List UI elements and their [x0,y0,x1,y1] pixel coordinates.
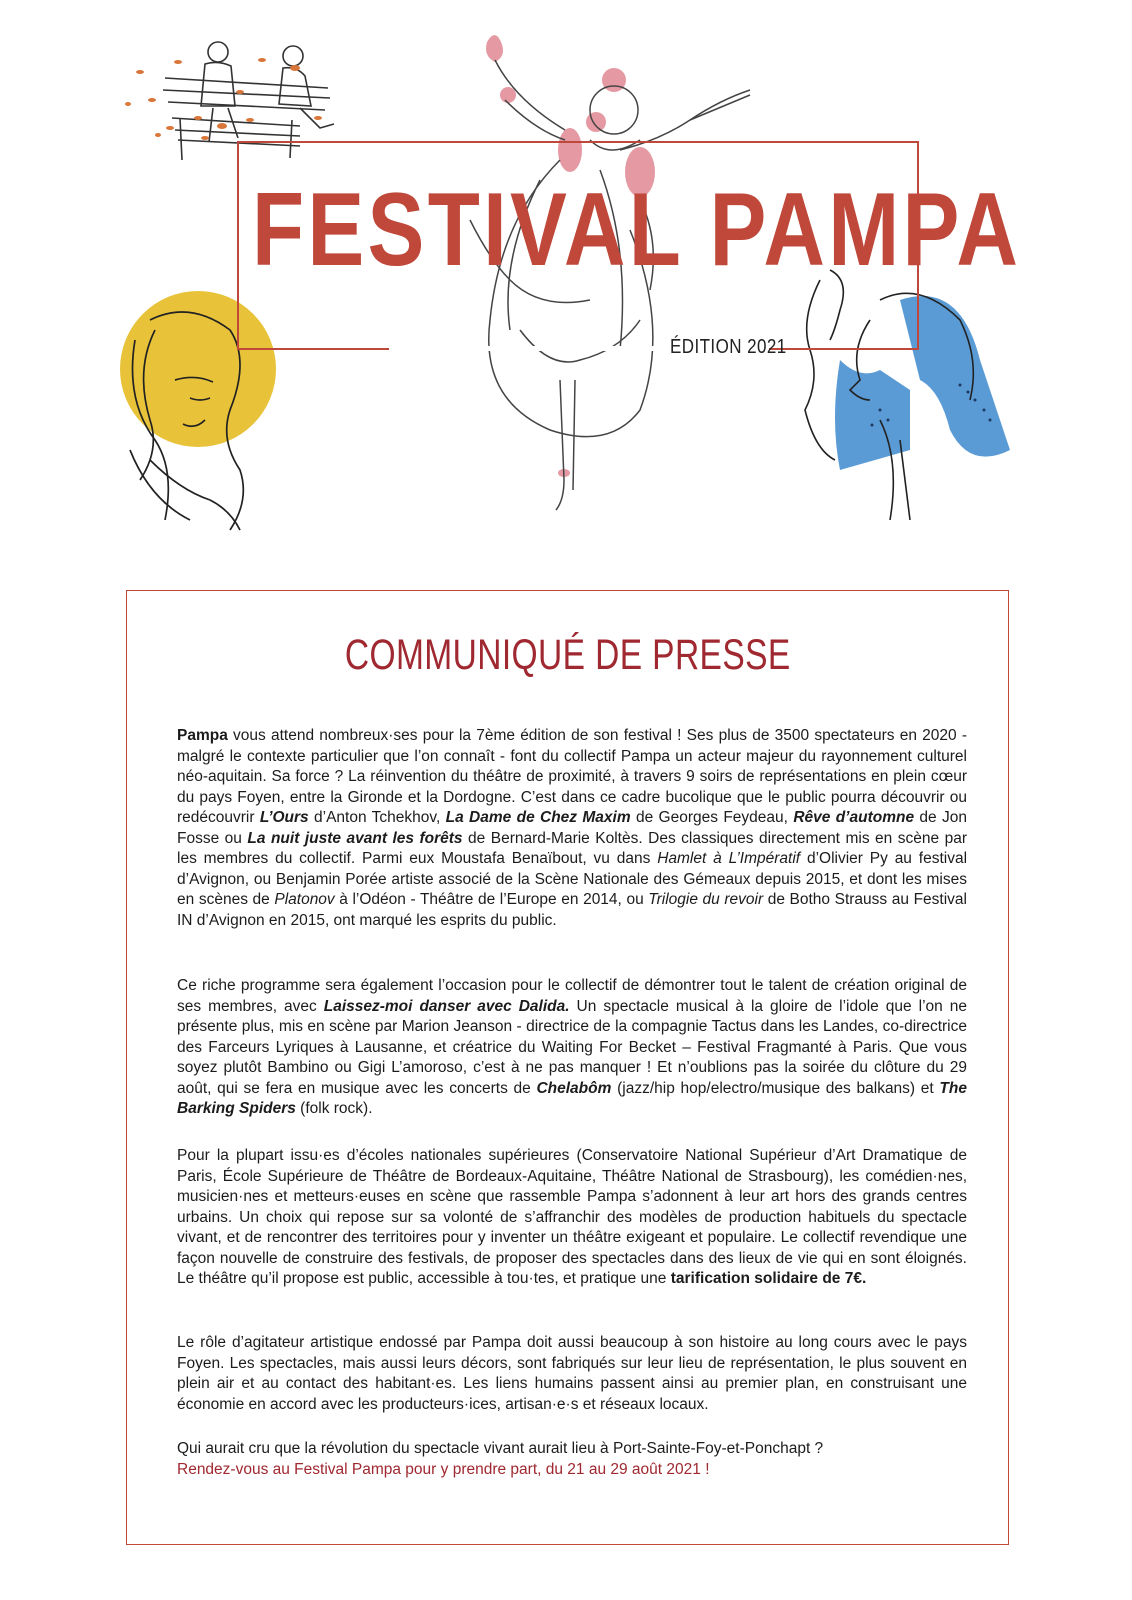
paragraph-1: Pampa vous attend nombreux·ses pour la 7ème édition de son festival ! Ses plus de 3500 spectateurs en 2020 - malgré le contexte particulier que l’on connaît - font du collectif Pampa un acteur majeur du rayonnement culturel néo-aquitain. Sa force ? La réinvention du théâtre de proximité, à travers 9 soirs de représentations en plein cœur du pays Foyen, entre la Gironde et la Dordogne. C’est dans ce cadre bucolique que le public pourra découvrir ou redécouvrir L’Ours d’Anton Tchekhov, La Dame de Chez Maxim de Georges Feydeau, Rêve d’automne de Jon Fosse ou La nuit juste avant les forêts de Bernard-Marie Koltès. Des classiques directement mis en scène par les membres du collectif. Parmi eux Moustafa Benaïbout, vu dans Hamlet à L’Impératif d’Olivier Py au festival d’Avignon, ou Benjamin Porée artiste associé de la Scène Nationale des Gémeaux depuis 2015, et dont les mises en scènes de Platonov à l’Odéon - Théâtre de l’Europe en 2014, ou Trilogie du revoir de Botho Strauss au Festival IN d’Avignon en 2015, ont marqué les esprits du public. [177,727,968,929]
falling-leaves-icon [125,58,322,140]
header-banner [0,0,1132,560]
paragraph-3: Pour la plupart issu·es d’écoles nationales supérieures (Conservatoire National Supérieur d’Art Dramatique de Paris, École Supérieure de Théâtre de Bordeaux-Aquitaine, Théâtre National de Strasbourg), les comédien·nes, musicien·nes et metteurs·euses en scène que rassemble Pampa s’adonnent à leur art hors des grands centres urbains. Un choix qui repose sur sa volonté de s’affranchir des modèles de production habituels du spectacle vivant, et de rencontrer des territoires pour y inventer un théâtre exigeant et populaire. Le collectif revendique une façon nouvelle de construire des festivals, de proposer des spectacles dans des lieux de vie qui en sont éloignés. Le théâtre qu’il propose est public, accessible à tou·tes, et pratique une tarification solidaire de 7€. [177,1147,967,1287]
press-release-box [126,590,1009,1545]
call-to-action: Rendez-vous au Festival Pampa pour y prendre part, du 21 au 29 août 2021 ! [177,1460,710,1478]
festival-title: FESTIVAL PAMPA [252,172,1022,288]
closing-paragraph: Qui aurait cru que la révolution du spectacle vivant aurait lieu à Port-Sainte-Foy-et-Ponchapt ? Rendez-vous au Festival Pampa pour y prendre part, du 21 au 29 août 2021 ! [177,1439,967,1480]
edition-label: ÉDITION 2021 [670,336,787,358]
paragraph-2: Ce riche programme sera également l’occasion pour le collectif de démontrer tout le talent de création original de ses membres, avec Laissez-moi danser avec Dalida. Un spectacle musical à la gloire de l’idole que l’on ne présente plus, mis en scène par Marion Jeanson - directrice de la compagnie Tactus dans les Landes, co-directrice des Farceurs Lyriques à Lausanne, et créatrice du Waiting For Becket – Festival Fragmanté à Paris. Que vous soyez plutôt Bambino ou Gigi L’amoroso, c’est à ne pas manquer ! Et n’oublions pas la soirée du clôture du 29 août, qui se fera en musique avec les concerts de Chelabôm (jazz/hip hop/electro/musique des balkans) et The Barking Spiders (folk rock). [177,977,967,1117]
paragraph-4: Le rôle d’agitateur artistique endossé par Pampa doit aussi beaucoup à son histoire au long cours avec le pays Foyen. Les spectacles, mais aussi leurs décors, sont fabriqués sur leur lieu de représentation, le plus souvent en plein air et au contact des habitant·es. Les liens humains passent ainsi au premier plan, en construisant une économie en accord avec les producteurs·ices, artisan·e·s et réseaux locaux. [177,1334,967,1413]
press-release-title: COMMUNIQUÉ DE PRESSE [344,631,791,679]
